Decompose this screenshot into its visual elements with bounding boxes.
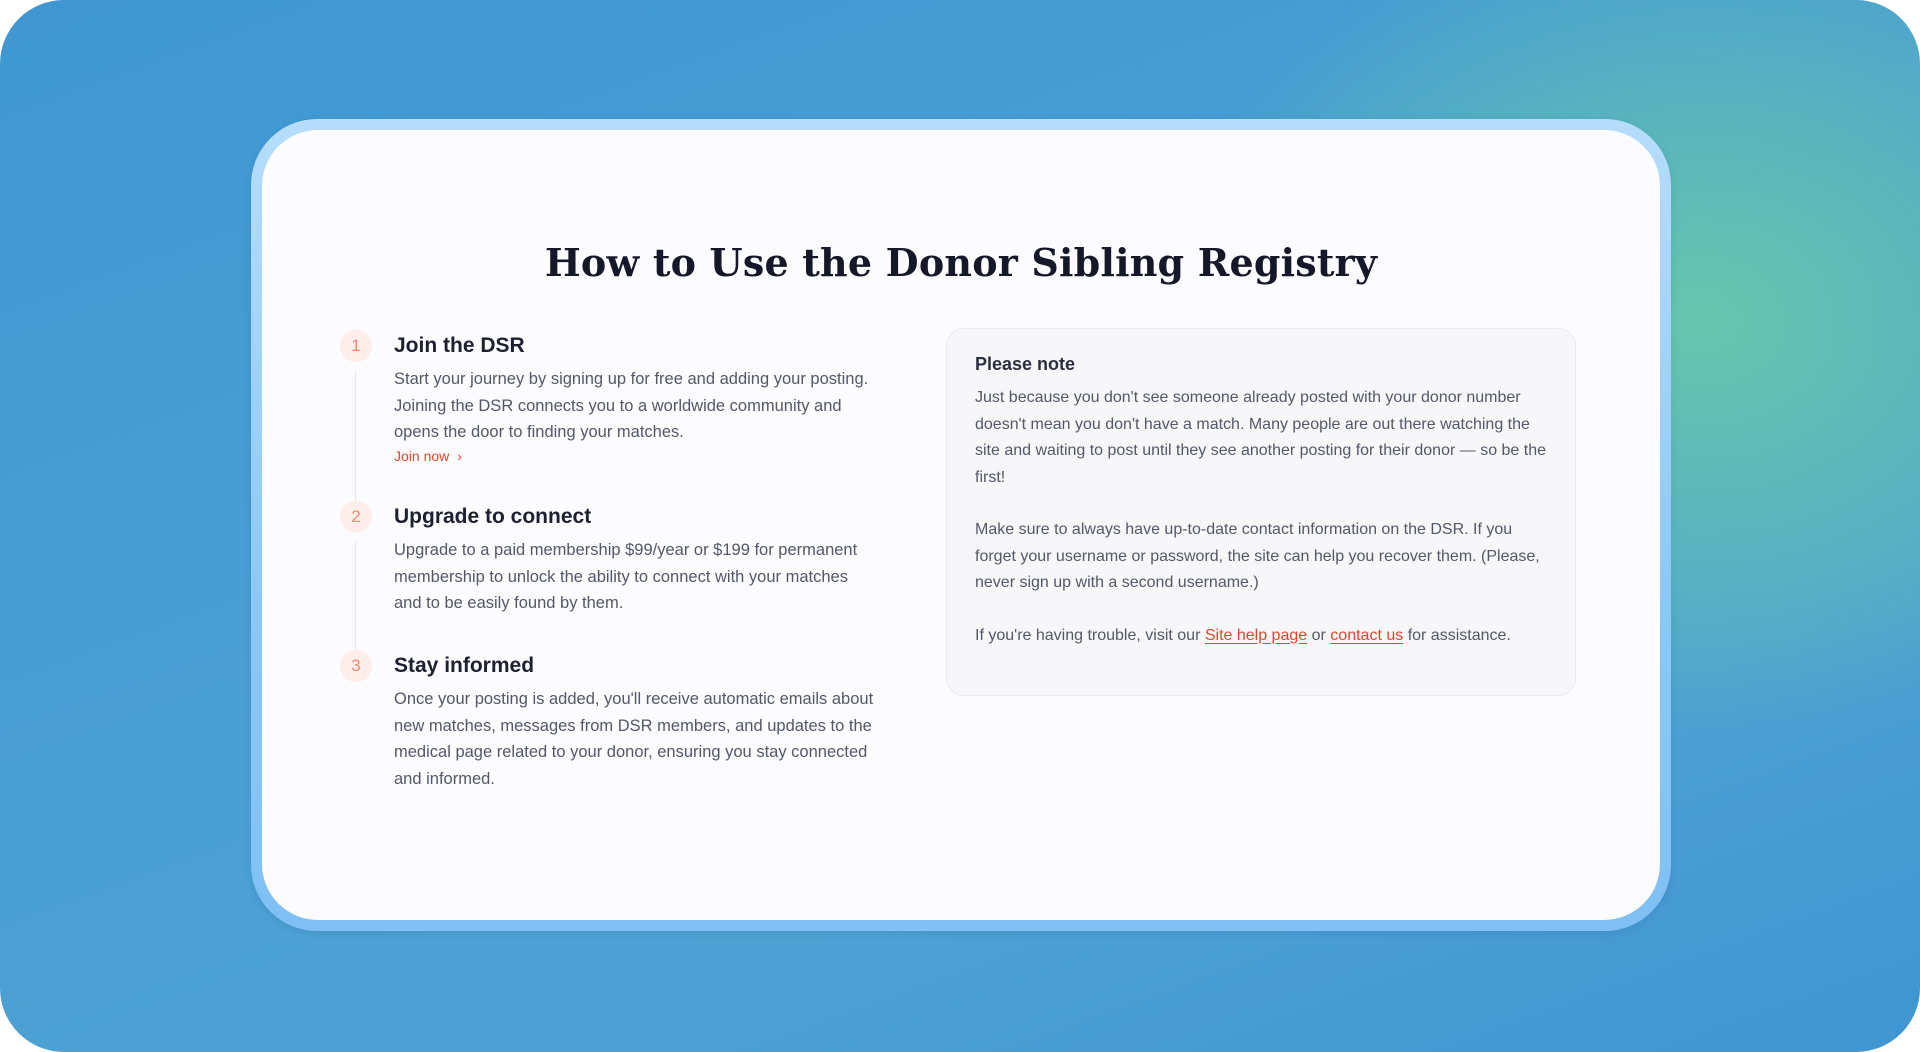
- step-connector-line: [355, 541, 356, 651]
- step-description: Once your posting is added, you'll receive automatic emails about new matches, messages from DSR members, and updates to the medical page related to your donor, ensuring you stay connected and informed.: [394, 690, 874, 788]
- step-number-badge: 2: [340, 501, 372, 533]
- step-number-badge: 3: [340, 650, 372, 682]
- step-upgrade: [340, 501, 880, 650]
- step-title: Stay informed: [394, 654, 535, 677]
- please-note-box: [946, 328, 1576, 696]
- step-title: Upgrade to connect: [394, 505, 592, 528]
- note-paragraph-1: Just because you don't see someone already posted with your donor number doesn't mean you don't have a match. Many people are out there watching the site and waiting to post until they see another posting for their donor — so be the first!: [975, 389, 1547, 486]
- join-now-link[interactable]: [394, 448, 462, 464]
- step-join: [340, 330, 880, 501]
- note-text: for assistance.: [1407, 626, 1511, 644]
- step-description: Start your journey by signing up for free and adding your posting. Joining the DSR connects you to a worldwide community and opens the door to finding your matches.: [394, 370, 869, 441]
- steps-list: [340, 330, 880, 792]
- contact-us-link[interactable]: contact us: [1330, 626, 1404, 644]
- note-text: If you're having trouble, visit our: [975, 626, 1201, 644]
- step-connector-line: [355, 370, 356, 510]
- card-frame: [251, 119, 1671, 931]
- step-description: Upgrade to a paid membership $99/year or $199 for permanent membership to unlock the ability to connect with your matches and to be easily found by them.: [394, 541, 858, 612]
- step-stay-informed: [340, 650, 880, 792]
- join-now-label: Join now: [394, 447, 450, 464]
- step-number-badge: 1: [340, 330, 372, 362]
- note-title: Please note: [975, 354, 1076, 374]
- content-card: [262, 130, 1660, 920]
- site-help-link[interactable]: Site help page: [1204, 626, 1308, 644]
- chevron-right-icon: ›: [457, 447, 462, 464]
- page-title: How to Use the Donor Sibling Registry: [544, 240, 1378, 285]
- note-paragraph-3: [975, 623, 1547, 650]
- step-title: Join the DSR: [394, 334, 525, 357]
- note-paragraph-2: Make sure to always have up-to-date contact information on the DSR. If you forget your username or password, the site can help you recover them. (Please, never sign up with a second username.): [975, 521, 1540, 591]
- note-text: or: [1311, 626, 1326, 644]
